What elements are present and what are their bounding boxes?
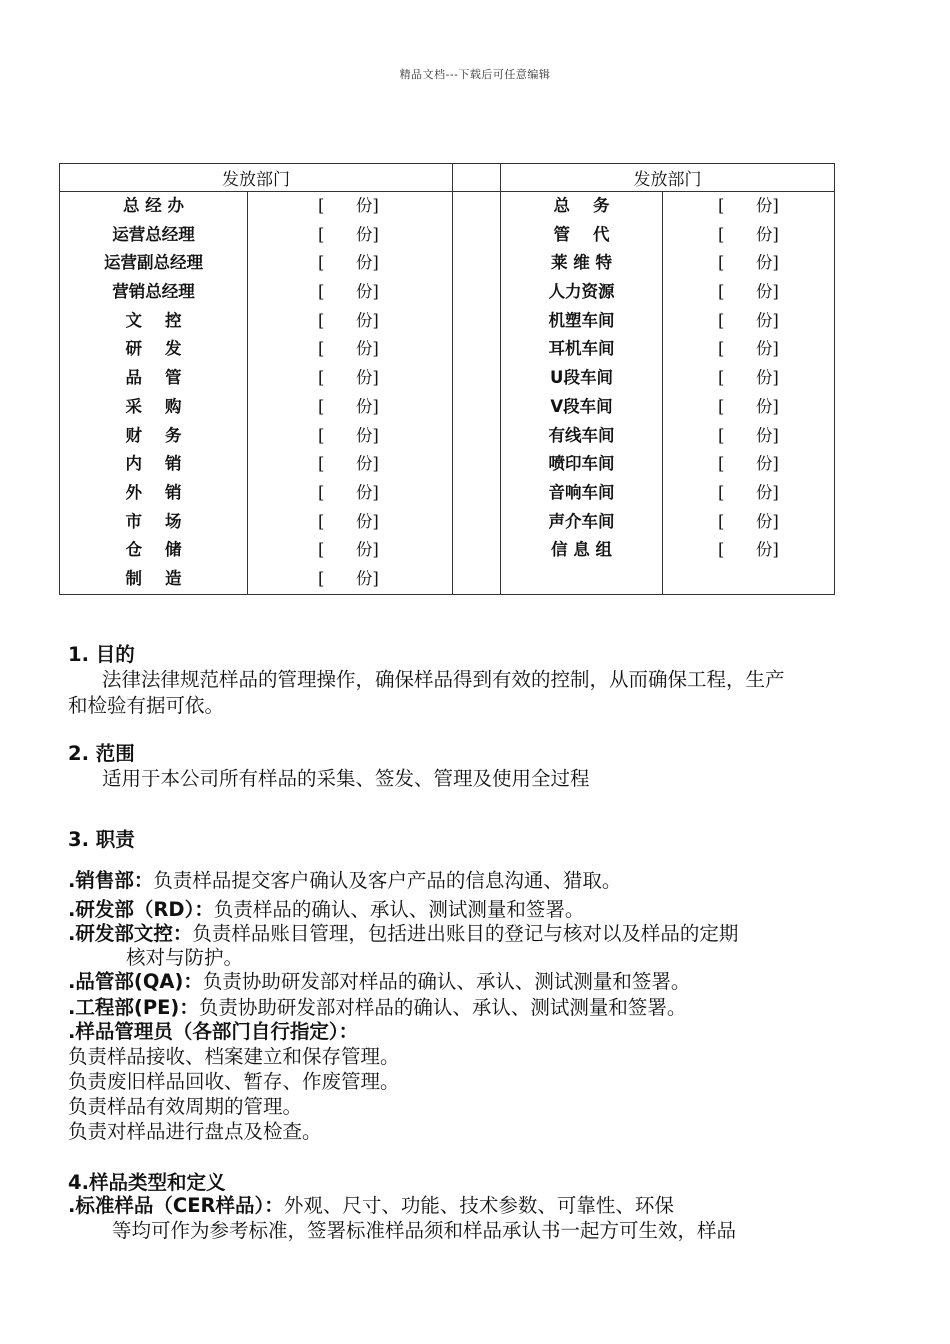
copies-field: [ 份]: [718, 425, 779, 445]
copies-field: [ 份]: [318, 511, 379, 531]
copies-field: [ 份]: [318, 339, 379, 359]
duty-rd: [68, 897, 584, 923]
copies-field: [ 份]: [318, 568, 379, 588]
copies-field: [ 份]: [718, 482, 779, 502]
copies-field: [ 份]: [318, 368, 379, 388]
type-standard-sample: [68, 1193, 674, 1219]
duty-sales: [68, 868, 621, 894]
section-1-title: 1. 目的: [68, 643, 135, 666]
header-spacer: [453, 164, 501, 192]
copies-field: [ 份]: [718, 396, 779, 416]
copies-field: [ 份]: [318, 396, 379, 416]
dept-name: 管 代: [553, 224, 610, 244]
type-standard-sample-cont: 等均可作为参考标准，签署标准样品须和样品承认书一起方可生效，样品: [112, 1219, 737, 1242]
copies-field: [ 份]: [318, 224, 379, 244]
copies-field: [ 份]: [318, 282, 379, 302]
duty-label: .品管部(QA)：: [68, 970, 203, 993]
duty-text: 负责样品的确认、承认、测试测量和签署。: [213, 898, 585, 921]
right-dept-column: [501, 192, 663, 595]
dept-name: 制 造: [125, 568, 182, 588]
header-right: 发放部门: [501, 164, 835, 192]
spacer-column: [453, 192, 501, 595]
dept-name: 运营总经理: [112, 224, 195, 244]
section-1-para: 法律法律规范样品的管理操作，确保样品得到有效的控制，从而确保工程，生产: [102, 668, 785, 691]
dept-name: 机塑车间: [548, 310, 615, 330]
duty-text: 负责样品账目管理，包括进出账目的登记与核对以及样品的定期: [192, 922, 739, 945]
copies-field: [ 份]: [318, 253, 379, 273]
copies-field: [ 份]: [318, 310, 379, 330]
copies-field: [ 份]: [718, 196, 779, 215]
dept-name: 总 经 办: [123, 196, 184, 215]
dept-name: 声介车间: [548, 511, 615, 531]
dept-name: V段车间: [550, 396, 613, 416]
duty-label: .研发部（RD）：: [68, 898, 214, 921]
distribution-table: [59, 163, 835, 595]
dept-name: 营销总经理: [112, 282, 195, 302]
copies-field: [ 份]: [718, 282, 779, 302]
section-2-para: 适用于本公司所有样品的采集、签发、管理及使用全过程: [102, 767, 590, 790]
dept-name: 财 务: [125, 425, 182, 445]
dept-name: 人力资源: [548, 282, 615, 302]
duty-text: 负责样品提交客户确认及客户产品的信息沟通、猎取。: [153, 869, 622, 892]
duty-sample-admin: .样品管理员（各部门自行指定）：: [68, 1020, 359, 1043]
duty-pe: [68, 995, 686, 1021]
copies-field: [ 份]: [718, 454, 779, 474]
dept-name: 运营副总经理: [104, 253, 203, 273]
dept-name: 文 控: [125, 310, 182, 330]
copies-field: [ 份]: [718, 224, 779, 244]
dept-name: 外 销: [125, 482, 182, 502]
copies-field: [ 份]: [718, 540, 779, 560]
admin-duty-3: 负责样品有效周期的管理。: [68, 1095, 303, 1118]
dept-name: 信 息 组: [551, 540, 612, 560]
dept-name: 仓 储: [125, 540, 182, 560]
dept-name: 总 务: [553, 196, 610, 215]
section-2-title: 2. 范围: [68, 742, 135, 765]
watermark: 精品文档---下载后可任意编辑: [399, 68, 551, 81]
duty-text: 负责协助研发部对样品的确认、承认、测试测量和签署。: [202, 970, 691, 993]
dept-name: 喷印车间: [548, 454, 615, 474]
copies-field: [ 份]: [718, 511, 779, 531]
copies-field: [ 份]: [318, 454, 379, 474]
section-4-title: 4.样品类型和定义: [68, 1171, 226, 1194]
duty-label: .研发部文控：: [68, 922, 193, 945]
copies-field: [ 份]: [718, 310, 779, 330]
copies-field: [ 份]: [318, 540, 379, 560]
dept-name: 莱 维 特: [551, 253, 612, 273]
duty-text: 负责协助研发部对样品的确认、承认、测试测量和签署。: [198, 996, 687, 1019]
dept-name: 内 销: [125, 454, 182, 474]
section-3-title: 3. 职责: [68, 828, 135, 851]
right-copies-column: [663, 192, 835, 595]
dept-name: U段车间: [550, 368, 613, 388]
copies-field: [ 份]: [318, 482, 379, 502]
dept-name: 研 发: [125, 339, 182, 359]
dept-name: 采 购: [125, 396, 182, 416]
duty-rd-doc-cont: 核对与防护。: [126, 946, 244, 969]
duty-label: .销售部：: [68, 869, 154, 892]
left-copies-column: [248, 192, 453, 595]
copies-field: [ 份]: [718, 253, 779, 273]
duty-rd-doc: [68, 921, 738, 947]
dept-name: 品 管: [125, 368, 182, 388]
type-label: .标准样品（CER样品）：: [68, 1194, 284, 1217]
duty-qa: [68, 969, 690, 995]
header-left: 发放部门: [60, 164, 453, 192]
copies-field: [ 份]: [718, 339, 779, 359]
admin-duty-1: 负责样品接收、档案建立和保存管理。: [68, 1045, 400, 1068]
left-dept-column: [60, 192, 248, 595]
dept-name: 市 场: [125, 511, 182, 531]
duty-label: .工程部(PE)：: [68, 996, 199, 1019]
admin-duty-4: 负责对样品进行盘点及检查。: [68, 1120, 322, 1143]
dept-name: 有线车间: [548, 425, 615, 445]
copies-field: [ 份]: [318, 196, 379, 215]
dept-name: 音响车间: [548, 482, 615, 502]
copies-field: [ 份]: [318, 425, 379, 445]
copies-field: [ 份]: [718, 368, 779, 388]
dept-name: 耳机车间: [548, 339, 615, 359]
admin-duty-2: 负责废旧样品回收、暂存、作废管理。: [68, 1070, 400, 1093]
section-1-para-cont: 和检验有据可依。: [68, 694, 225, 717]
type-text: 外观、尺寸、功能、技术参数、可靠性、环保: [283, 1194, 674, 1217]
